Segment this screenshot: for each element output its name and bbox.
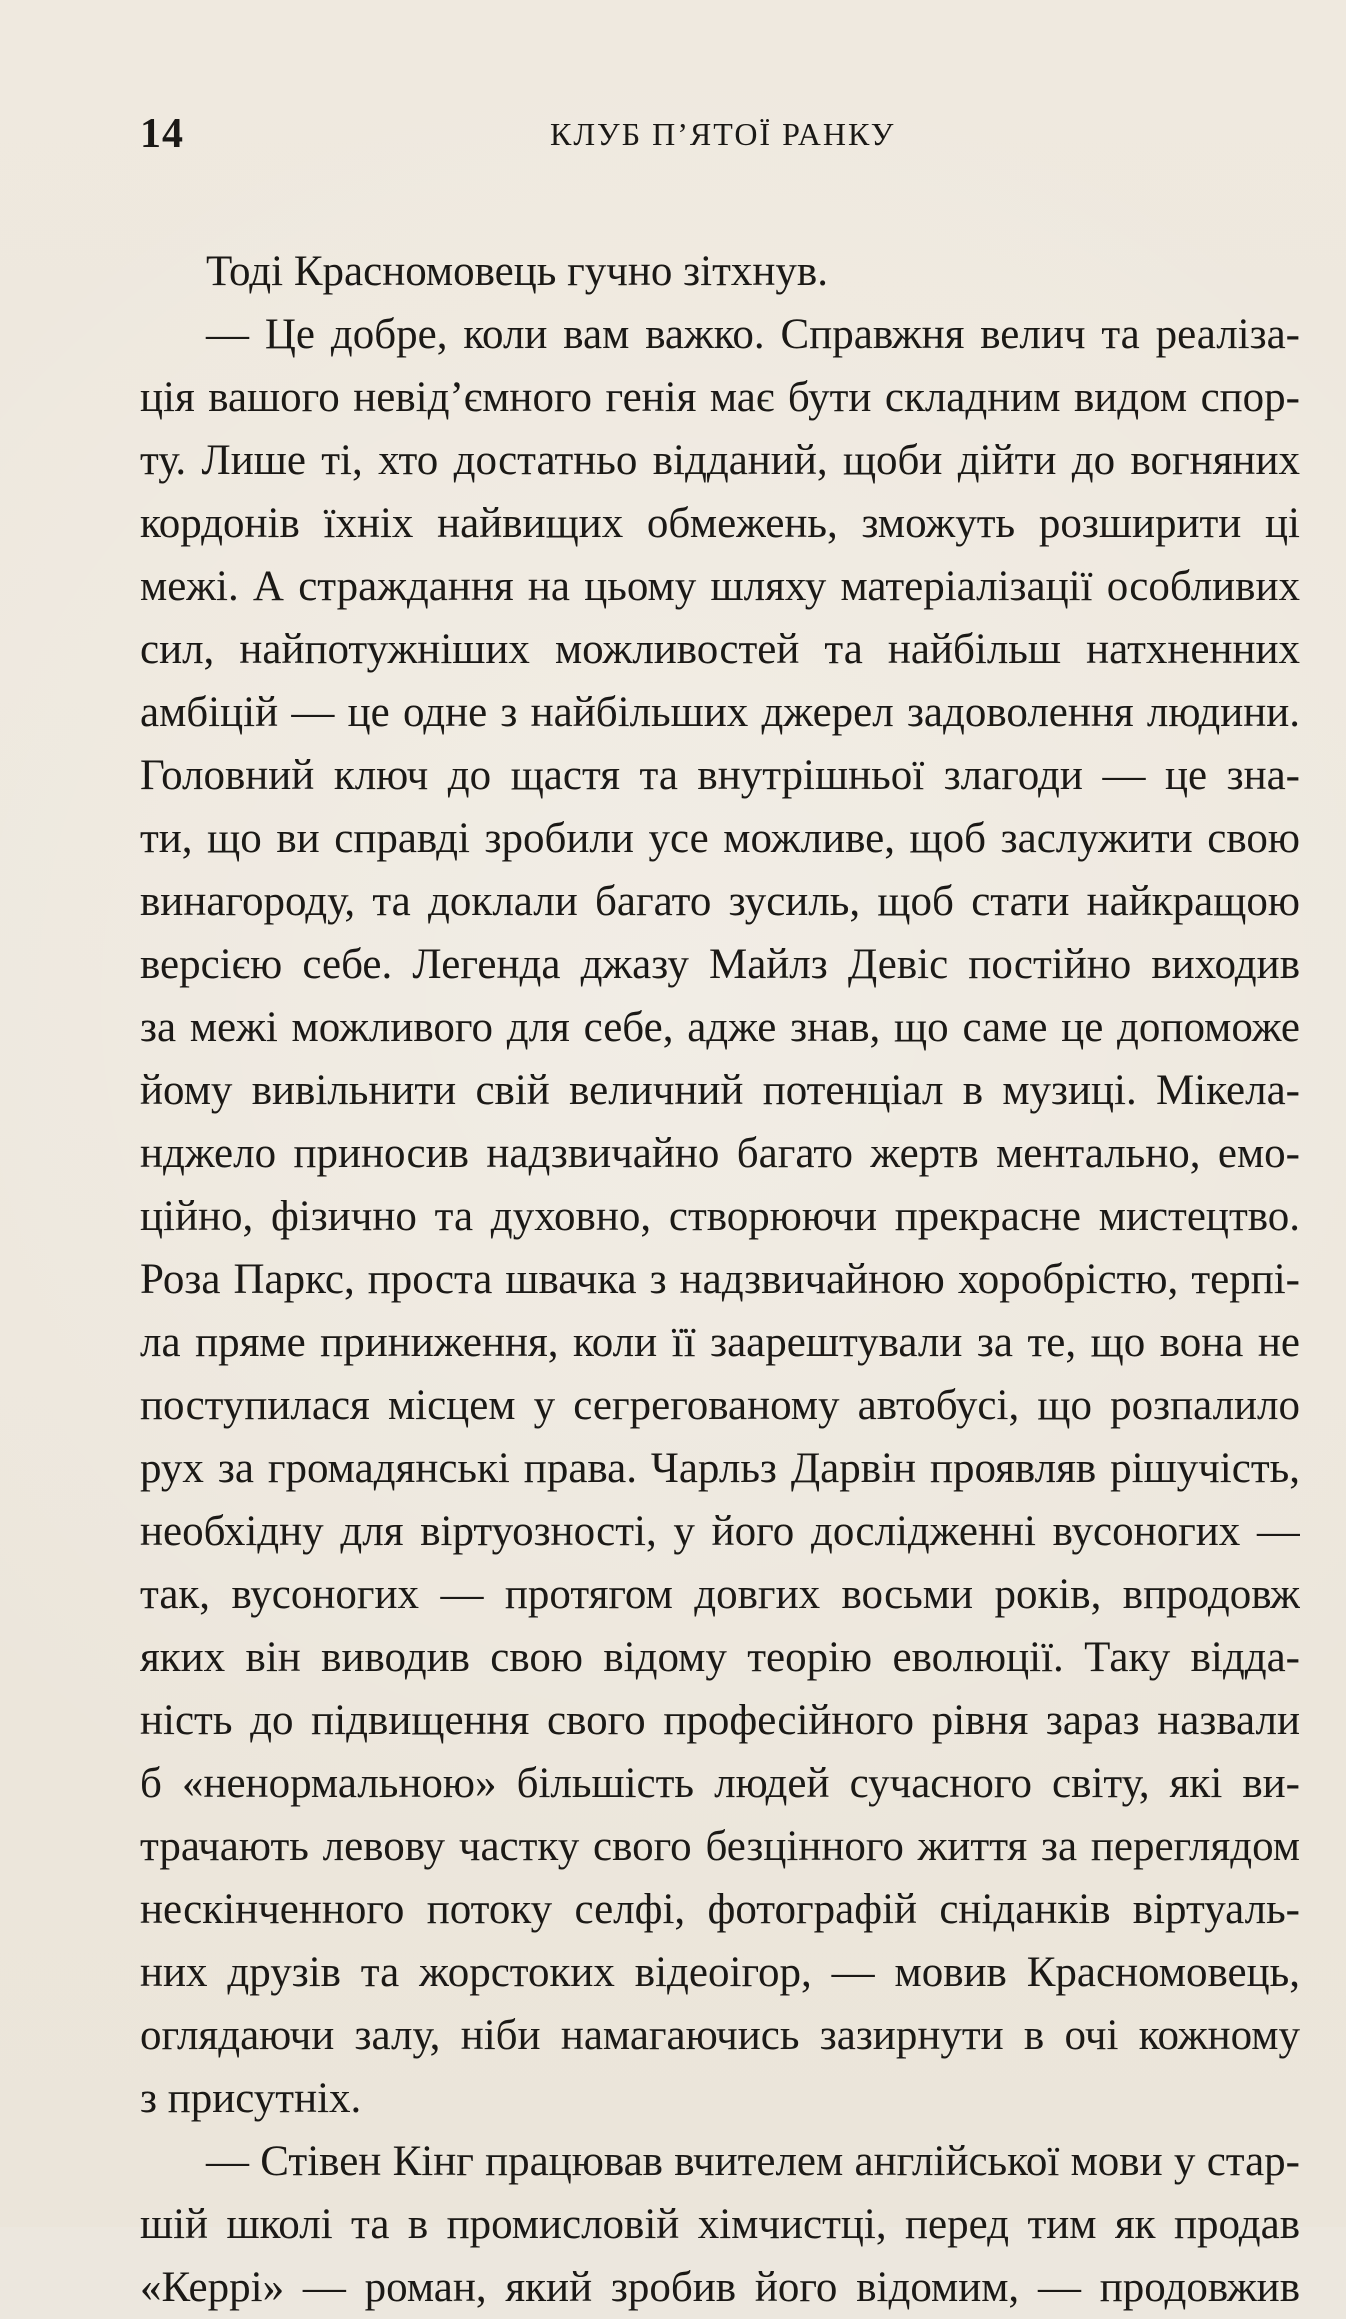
paragraph-line: «Керрі» — роман, який зробив його відомим, — продовжив: [140, 2264, 1300, 2311]
paragraph-line: Роза Паркс, проста швачка з надзвичайною хоробрістю, терпі-: [140, 1256, 1300, 1303]
paragraph-line: трачають левову частку свого безцінного життя за переглядом: [140, 1823, 1300, 1870]
running-title: КЛУБ П’ЯТОЇ РАНКУ: [550, 116, 896, 152]
paragraph-line: ція вашого невід’ємного генія має бути складним видом спор-: [140, 374, 1300, 421]
paragraph-line: йому вивільнити свій величний потенціал в музиці. Мікела-: [140, 1067, 1300, 1114]
paragraph-line: амбіцій — це одне з найбільших джерел задоволення людини.: [140, 689, 1300, 736]
paragraph-line: поступилася місцем у сегрегованому автобусі, що розпалило: [140, 1382, 1300, 1429]
page-number: 14: [140, 111, 184, 157]
paragraph-line: межі. А страждання на цьому шляху матеріалізації особливих: [140, 563, 1300, 610]
paragraph-line: — Це добре, коли вам важко. Справжня велич та реаліза-: [206, 311, 1300, 358]
body-text: [140, 240, 1300, 2319]
paragraph-line: — Стівен Кінг працював вчителем англійської мови у стар-: [206, 2138, 1300, 2185]
paragraph-line: рух за громадянські права. Чарльз Дарвін проявляв рішучість,: [140, 1445, 1300, 1492]
paragraph-line: за межі можливого для себе, адже знав, що саме це допоможе: [140, 1004, 1300, 1051]
paragraph-line: з присутніх.: [140, 2075, 362, 2122]
paragraph-line: ність до підвищення свого професійного рівня зараз назвали: [140, 1697, 1300, 1744]
paragraph-line: нджело приносив надзвичайно багато жертв ментально, емо-: [140, 1130, 1300, 1177]
paragraph-line: яких він виводив свою відому теорію еволюції. Таку відда-: [140, 1634, 1300, 1681]
paragraph-line: кордонів їхніх найвищих обмежень, зможуть розширити ці: [140, 500, 1300, 547]
paragraph-line: ла пряме приниження, коли її заарештували за те, що вона не: [140, 1319, 1300, 1366]
paragraph-line: винагороду, та доклали багато зусиль, щоб стати найкращою: [140, 878, 1300, 925]
paragraph-line: ту. Лише ті, хто достатньо відданий, щоби дійти до вогняних: [140, 437, 1300, 484]
paragraph-line: ційно, фізично та духовно, створюючи прекрасне мистецтво.: [140, 1193, 1300, 1240]
paragraph-line: версією себе. Легенда джазу Майлз Девіс постійно виходив: [140, 941, 1300, 988]
paragraph-line: б «ненормальною» більшість людей сучасного світу, які ви-: [140, 1760, 1300, 1807]
paragraph-line: нескінченного потоку селфі, фотографій сніданків віртуаль-: [140, 1886, 1300, 1933]
paragraph-line: ти, що ви справді зробили усе можливе, щоб заслужити свою: [140, 815, 1300, 862]
page-header: [140, 104, 1256, 170]
paragraph-line: Головний ключ до щастя та внутрішньої злагоди — це зна-: [140, 752, 1300, 799]
paragraph-line: шій школі та в промисловій хімчистці, перед тим як продав: [140, 2201, 1300, 2248]
paragraph-line: Тоді Красномовець гучно зітхнув.: [206, 248, 828, 295]
paragraph-line: сил, найпотужніших можливостей та найбільш натхненних: [140, 626, 1300, 673]
paragraph-line: необхідну для віртуозності, у його дослідженні вусоногих —: [140, 1508, 1300, 1555]
paragraph-line: оглядаючи залу, ніби намагаючись зазирнути в очі кожному: [140, 2012, 1300, 2059]
paragraph-line: так, вусоногих — протягом довгих восьми років, впродовж: [140, 1571, 1300, 1618]
paragraph-line: них друзів та жорстоких відеоігор, — мовив Красномовець,: [140, 1949, 1300, 1996]
